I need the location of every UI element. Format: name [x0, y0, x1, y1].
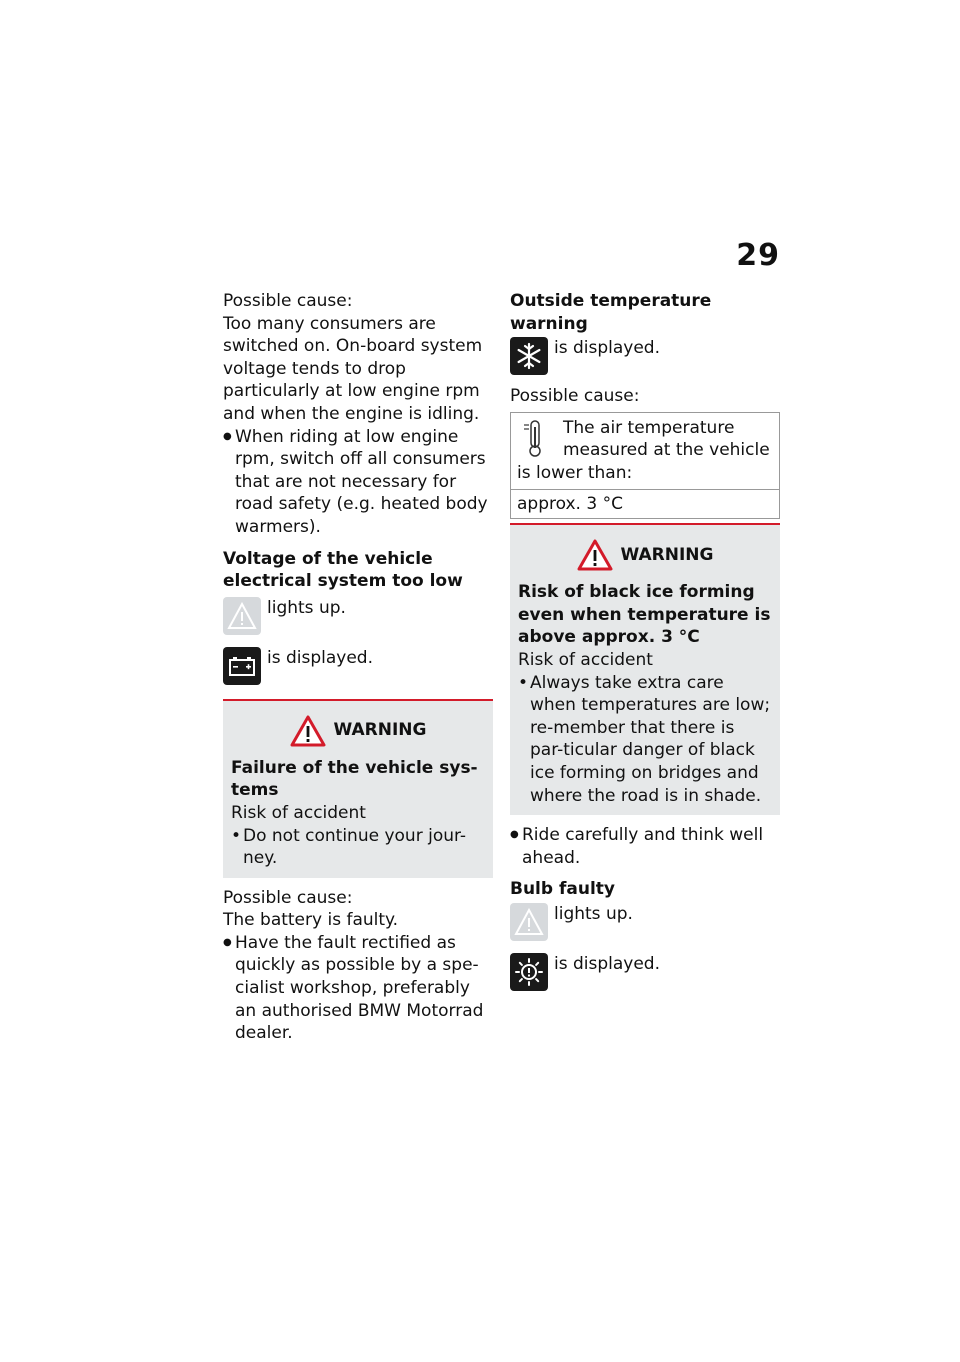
- warning-triangle-icon: [223, 597, 261, 635]
- indicator-row-snowflake: [510, 337, 780, 375]
- table-row: approx. 3 °C: [517, 493, 623, 514]
- thermometer-icon: [517, 417, 553, 461]
- warning-triangle-icon: [577, 539, 613, 571]
- left-column: [223, 290, 493, 1045]
- is-displayed-text: is displayed.: [267, 647, 374, 668]
- warning-triangle-icon: [510, 903, 548, 941]
- section-heading-bulb: Bulb faulty: [510, 879, 615, 900]
- cause-label: Possible cause:: [510, 386, 640, 407]
- indicator-row-general: [223, 597, 493, 635]
- page-number: 29: [736, 238, 780, 273]
- list-item: ● Ride carefully and think well ahead.: [510, 824, 780, 869]
- indicator-row-general: [510, 903, 780, 941]
- warning-title: Failure of the vehicle sys-tems: [231, 757, 478, 801]
- warning-box-black-ice: [510, 523, 780, 815]
- table-row: [511, 413, 779, 490]
- intro-text: Too many consumers are switched on. On-board system voltage tends to drop particularly at low engine rpm and when the engine is idling.: [223, 313, 483, 424]
- intro-label: Possible cause:: [223, 291, 353, 311]
- warning-label: WARNING: [620, 544, 714, 565]
- snowflake-icon: [510, 337, 548, 375]
- temperature-table: [510, 412, 780, 519]
- lights-up-text: lights up.: [267, 597, 346, 618]
- lights-up-text: lights up.: [554, 903, 633, 924]
- section-heading-outside-temp: Outside temperature warning: [510, 291, 712, 334]
- is-displayed-text: is displayed.: [554, 338, 661, 359]
- warning-header: [518, 539, 772, 571]
- battery-icon: [223, 647, 261, 685]
- list-item: ● Have the fault rectified as quickly as possible by a spe-cialist workshop, preferably an authorised BMW Motorrad dealer.: [223, 932, 493, 1045]
- indicator-row-battery: [223, 647, 493, 685]
- warning-header: [231, 715, 485, 747]
- warning-bullet: • Do not continue your jour-ney.: [231, 825, 485, 870]
- section-heading-voltage: Voltage of the vehicle electrical system too low: [223, 548, 463, 592]
- warning-bullet: • Always take extra care when temperatures are low; re-member that there is par-ticular danger of black ice forming on bridges and where the road is in shade.: [518, 672, 772, 808]
- warning-risk: Risk of accident: [518, 649, 653, 670]
- warning-triangle-icon: [290, 715, 326, 747]
- warning-risk: Risk of accident: [231, 802, 366, 823]
- warning-label: WARNING: [333, 720, 427, 741]
- is-displayed-text: is displayed.: [554, 953, 661, 974]
- right-column: [510, 290, 780, 991]
- list-item: ● When riding at low engine rpm, switch off all consumers that are not necessary for road safety (e.g. heated body warmers).: [223, 426, 493, 539]
- warning-box-vehicle-systems: [223, 699, 493, 878]
- indicator-row-bulb: [510, 953, 780, 991]
- bulb-icon: [510, 953, 548, 991]
- cause-label: Possible cause:: [223, 887, 353, 908]
- table-text: The air temperature measured at the vehicle is lower than:: [517, 417, 770, 483]
- warning-title: Risk of black ice forming even when temperature is above approx. 3 °C: [518, 582, 771, 648]
- cause-text: The battery is faulty.: [223, 910, 399, 931]
